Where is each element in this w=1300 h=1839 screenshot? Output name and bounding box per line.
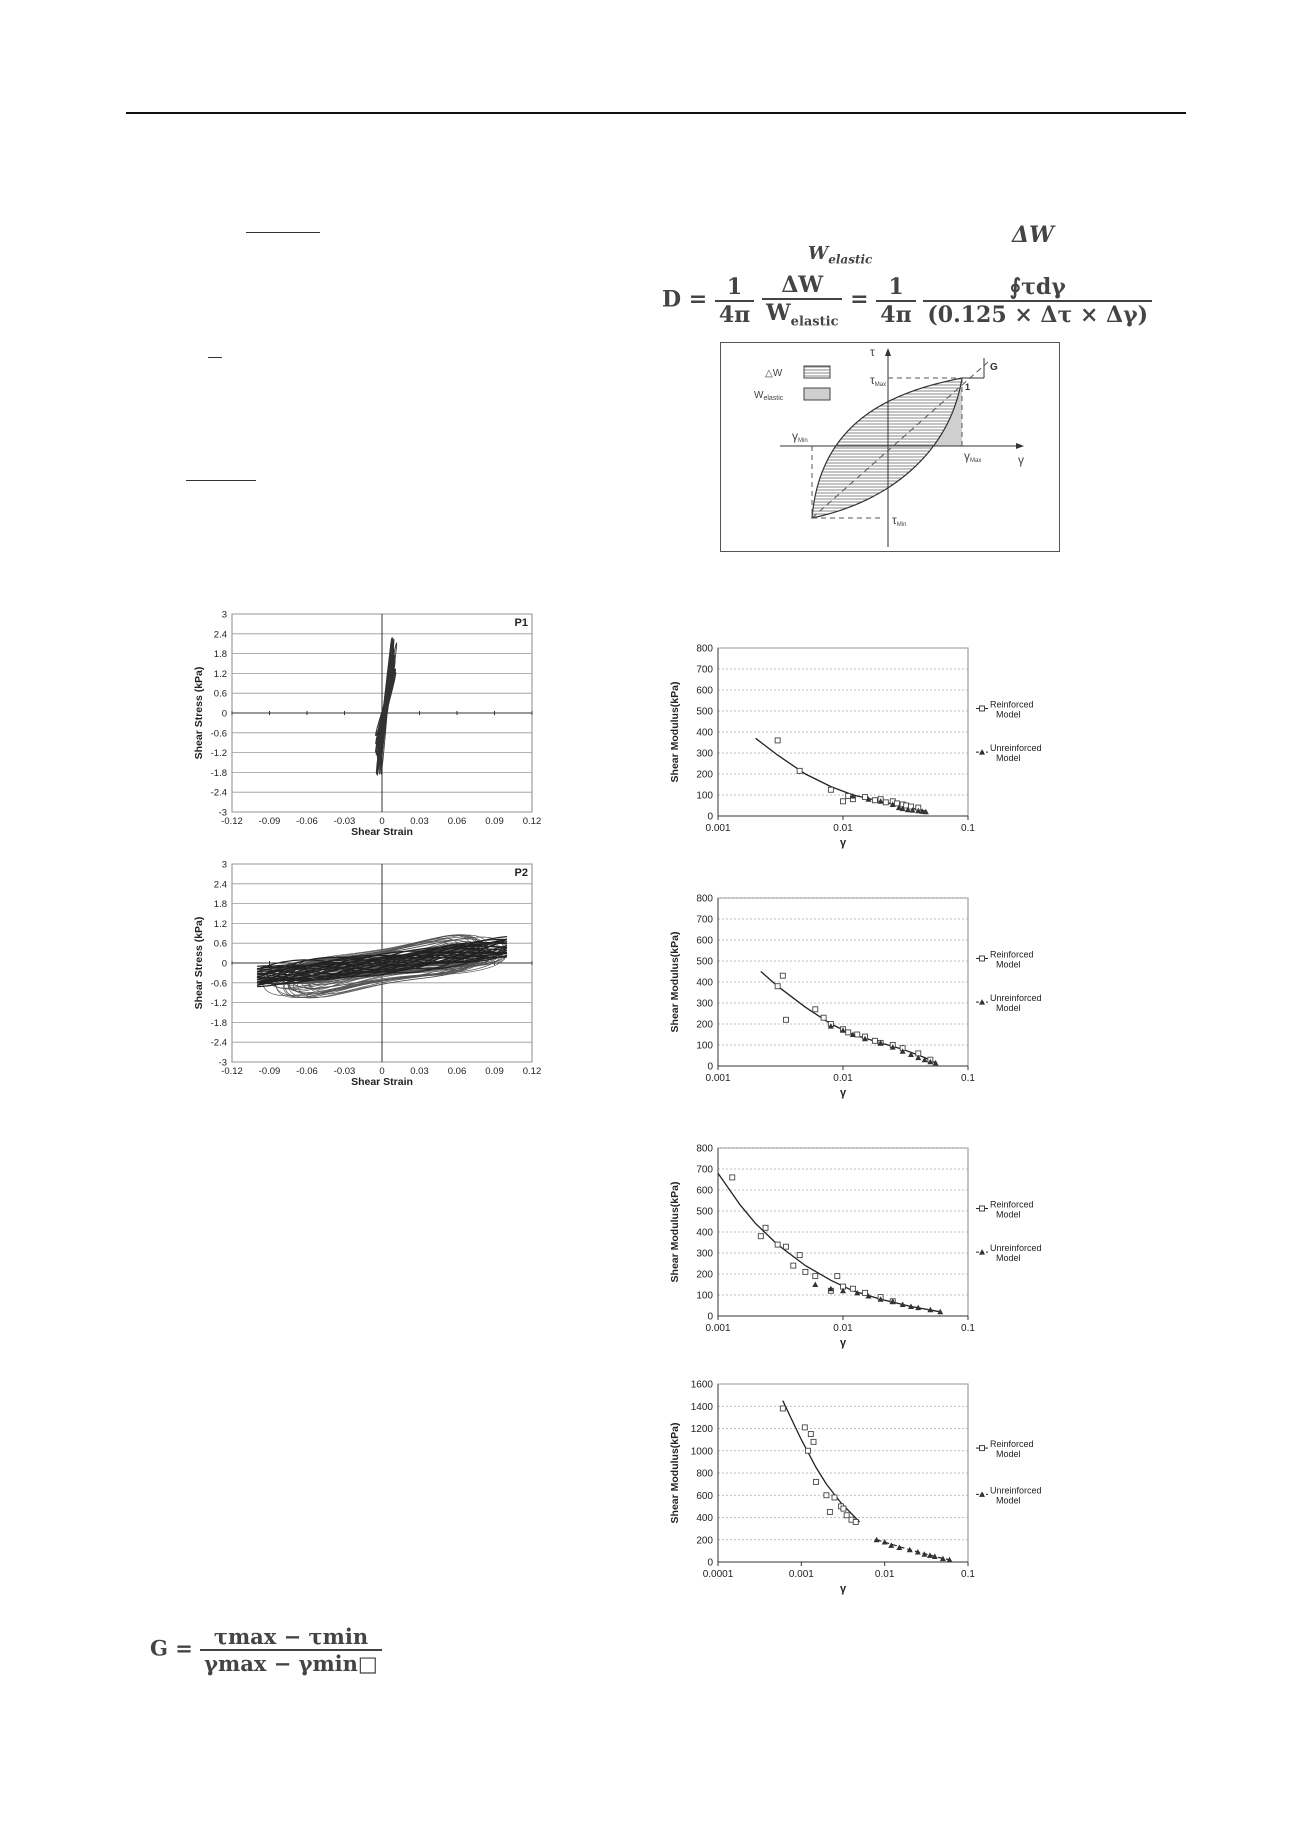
y-tick-label: 1.8 [213,649,227,661]
reinforced-point [784,1244,789,1249]
x-axis-label: Shear Strain [351,1076,413,1088]
y-tick-label: 1000 [690,1446,713,1458]
y-tick-label: 400 [696,977,713,989]
hysteresis-chart-p1 [190,604,550,842]
x-tick-label: 0.001 [705,1073,731,1084]
reinforced-point [813,1274,818,1279]
y-tick-label: 300 [696,998,713,1010]
y-tick-label: 400 [696,727,713,739]
legend-label-unreinforced: Unreinforced [990,1485,1042,1496]
hysteresis-diagram [720,342,1060,552]
legend-label-reinforced-2: Model [996,709,1021,720]
damping-formula: D = $\frac{1}{4\pi}$ $\frac{\Delta W}{W_{elastic}}$ = $\frac{1}{4\pi}$ $\frac{\text{∮τdγ}}{(0.125 \times \Delta\tau \times \Delta\gamma)}$ [662,272,1152,329]
legend-label-unreinforced-2: Model [996,1495,1021,1506]
y-tick-label: 300 [696,748,713,760]
panel-label: P2 [514,867,528,879]
legend-label-unreinforced-2: Model [996,1253,1021,1264]
y-tick-label: -3 [218,807,227,819]
y-tick-label: -2.4 [210,1037,227,1049]
x-tick-label: 0.001 [788,1569,814,1580]
modulus-chart-3 [664,1136,1084,1354]
legend-label-unreinforced: Unreinforced [990,1243,1042,1254]
reinforced-point [841,799,846,804]
g-label: G [990,362,998,373]
x-tick-label: -0.12 [221,816,243,827]
y-tick-label: -2.4 [210,787,227,799]
y-tick-label: 2.4 [213,629,227,641]
reinforced-point [872,1038,877,1043]
modulus-chart-4 [664,1372,1084,1600]
x-axis-label: γ [839,1087,847,1099]
reinforced-point [797,1253,802,1258]
reinforced-point [821,1015,826,1020]
y-tick-label: 200 [696,1269,713,1281]
x-tick-label: -0.09 [258,816,281,827]
x-tick-label: 0.06 [447,816,467,827]
text-underline-2 [208,357,222,358]
y-axis-label: Shear Stress (kPa) [193,916,205,1010]
y-tick-label: 700 [696,664,713,676]
y-tick-label: 0 [707,811,713,823]
reinforced-point [784,1017,789,1022]
y-tick-label: 0 [707,1061,713,1073]
x-tick-label: 0.001 [705,823,731,834]
reinforced-point [775,984,780,989]
y-tick-label: 3 [221,859,227,871]
y-tick-label: 1.8 [213,899,227,911]
x-axis-label: γ [839,1583,847,1595]
reinforced-point [730,1175,735,1180]
legend-label-reinforced: Reinforced [990,699,1034,710]
reinforced-point [758,1234,763,1239]
legend-marker-reinforced [980,1446,985,1451]
y-tick-label: 700 [696,1164,713,1176]
y-tick-label: 800 [696,893,713,905]
reinforced-point [814,1479,819,1484]
x-tick-label: -0.03 [333,1066,356,1077]
reinforced-point [775,1242,780,1247]
x-tick-label: -0.12 [221,1066,243,1077]
reinforced-point [863,795,868,800]
x-tick-label: -0.06 [296,816,318,827]
y-tick-label: 800 [696,1468,713,1480]
legend-label-unreinforced-2: Model [996,1003,1021,1014]
y-axis-label: Shear Modulus(kPa) [669,681,681,783]
x-tick-label: 0.09 [485,1066,504,1077]
x-tick-label: 0.1 [961,1569,975,1580]
reinforced-point [850,1286,855,1291]
x-axis-label: Shear Strain [351,826,413,838]
x-tick-label: 0.1 [961,1073,975,1084]
y-tick-label: 500 [696,956,713,968]
y-tick-label: 0 [707,1311,713,1323]
x-tick-label: -0.09 [258,1066,281,1077]
w-elastic-label: $W_{elastic}$ [808,243,873,267]
reinforced-point [828,787,833,792]
y-tick-label: 600 [696,935,713,947]
x-tick-label: 0.03 [410,1066,429,1077]
tau-max-label: τMax [870,373,887,388]
x-tick-label: 0 [379,816,385,827]
modulus-chart-1 [664,636,1084,854]
x-tick-label: 0.1 [961,1323,975,1334]
x-tick-label: 0.01 [833,1073,853,1084]
legend-marker-unreinforced [979,1491,985,1497]
reinforced-point [803,1269,808,1274]
reinforced-point [872,798,877,803]
legend-label-unreinforced: Unreinforced [990,743,1042,754]
y-tick-label: 0.6 [213,688,227,700]
reinforced-point [797,768,802,773]
y-tick-label: -1.8 [210,1017,227,1029]
y-tick-label: 800 [696,1143,713,1155]
legend-marker-unreinforced [979,999,985,1005]
y-axis-label: Shear Stress (kPa) [193,666,205,760]
reinforced-point [863,1290,868,1295]
reinforced-point [841,1506,846,1511]
x-tick-label: 0 [379,1066,385,1077]
panel-label: P1 [514,617,528,629]
legend-welastic: $W_{elastic}$ [754,390,784,402]
y-tick-label: -1.2 [210,998,227,1010]
y-tick-label: 700 [696,914,713,926]
y-tick-label: 0.6 [213,938,227,950]
legend-label-reinforced-2: Model [996,959,1021,970]
x-tick-label: -0.06 [296,1066,318,1077]
x-axis-label: γ [839,837,847,849]
x-tick-label: 0.01 [874,1569,895,1580]
reinforced-point [827,1509,832,1514]
legend-label-unreinforced: Unreinforced [990,993,1042,1004]
legend-label-reinforced: Reinforced [990,949,1034,960]
reinforced-point [855,1032,860,1037]
y-tick-label: 500 [696,1206,713,1218]
y-tick-label: 2.4 [213,879,227,891]
y-tick-label: -0.6 [210,978,227,990]
legend-dw: △W [765,368,783,379]
delta-w-label: ΔW [1012,222,1054,248]
y-tick-label: 400 [696,1513,713,1524]
x-tick-label: 0.0001 [702,1569,734,1580]
y-axis-label: Shear Modulus(kPa) [669,1181,681,1283]
reinforced-point [763,1225,768,1230]
y-tick-label: 600 [696,1490,713,1502]
reinforced-point [846,1030,851,1035]
y-tick-label: 800 [696,643,713,655]
y-axis-label: Shear Modulus(kPa) [669,1422,681,1524]
reinforced-point [811,1439,816,1444]
y-tick-label: 100 [696,790,713,802]
x-tick-label: 0.12 [522,1066,542,1077]
legend-marker-reinforced [980,706,985,711]
x-tick-label: 0.1 [961,823,975,834]
y-tick-label: 200 [696,1535,713,1547]
reinforced-point [853,1519,858,1524]
header-rule [126,112,1186,114]
legend-label-reinforced-2: Model [996,1449,1021,1460]
reinforced-point [805,1448,810,1453]
legend-marker-reinforced [980,1206,985,1211]
x-tick-label: 0.01 [833,1323,853,1334]
hysteresis-chart-p2 [190,854,550,1092]
reinforced-point [883,800,888,805]
x-tick-label: 0.12 [522,816,542,827]
y-tick-label: 3 [221,609,227,621]
legend-label-reinforced: Reinforced [990,1199,1034,1210]
x-tick-label: 0.03 [410,816,429,827]
one-label: 1 [965,382,971,392]
legend-marker-reinforced [980,956,985,961]
y-tick-label: 500 [696,706,713,718]
x-tick-label: 0.001 [705,1323,731,1334]
y-tick-label: 0 [221,958,227,970]
legend-label-reinforced-2: Model [996,1209,1021,1220]
modulus-formula: G = $\frac{\tau\max - \tau\min}{\gamma\max - \gamma\min□}$ [150,1624,382,1676]
legend-marker-unreinforced [979,1249,985,1255]
reinforced-point [813,1007,818,1012]
text-underline-3 [186,480,256,481]
legend-label-reinforced: Reinforced [990,1439,1034,1450]
y-tick-label: 600 [696,685,713,697]
text-underline-1 [246,232,320,233]
y-tick-label: 0 [221,708,227,720]
reinforced-point [835,1274,840,1279]
tau-min-label: τMin [892,513,907,528]
reinforced-point [844,1513,849,1518]
x-tick-label: 0.01 [833,823,853,834]
reinforced-point [802,1425,807,1430]
x-tick-label: 0.06 [447,1066,467,1077]
y-tick-label: -1.8 [210,767,227,779]
legend-label-unreinforced-2: Model [996,753,1021,764]
y-axis-label: Shear Modulus(kPa) [669,931,681,1033]
y-tick-label: 400 [696,1227,713,1239]
reinforced-point [791,1263,796,1268]
y-tick-label: 0 [707,1557,713,1569]
y-tick-label: -1.2 [210,748,227,760]
legend-marker-unreinforced [979,749,985,755]
reinforced-point [780,1406,785,1411]
y-tick-label: 100 [696,1290,713,1302]
y-tick-label: 100 [696,1040,713,1052]
reinforced-point [780,973,785,978]
y-tick-label: 600 [696,1185,713,1197]
y-tick-label: 1.2 [213,918,227,930]
reinforced-point [824,1493,829,1498]
y-tick-label: 1200 [690,1424,713,1435]
reinforced-point [832,1495,837,1500]
y-tick-label: 200 [696,769,713,781]
x-tick-label: -0.03 [333,816,356,827]
y-tick-label: -0.6 [210,728,227,740]
gamma-min-label: γMin [792,429,808,444]
x-tick-label: 0.09 [485,816,504,827]
modulus-chart-2 [664,886,1084,1104]
y-tick-label: 1400 [690,1401,713,1413]
axis-gamma-label: γ [1018,453,1024,467]
y-tick-label: 200 [696,1019,713,1031]
gamma-max-label: γMax [964,449,982,464]
reinforced-point [846,794,851,799]
y-tick-label: 1.2 [213,668,227,680]
y-tick-label: 1600 [690,1379,713,1391]
y-tick-label: -3 [218,1057,227,1069]
reinforced-point [775,738,780,743]
y-tick-label: 300 [696,1248,713,1260]
x-axis-label: γ [839,1337,847,1349]
axis-tau-label: τ [870,345,875,359]
reinforced-point [808,1432,813,1437]
